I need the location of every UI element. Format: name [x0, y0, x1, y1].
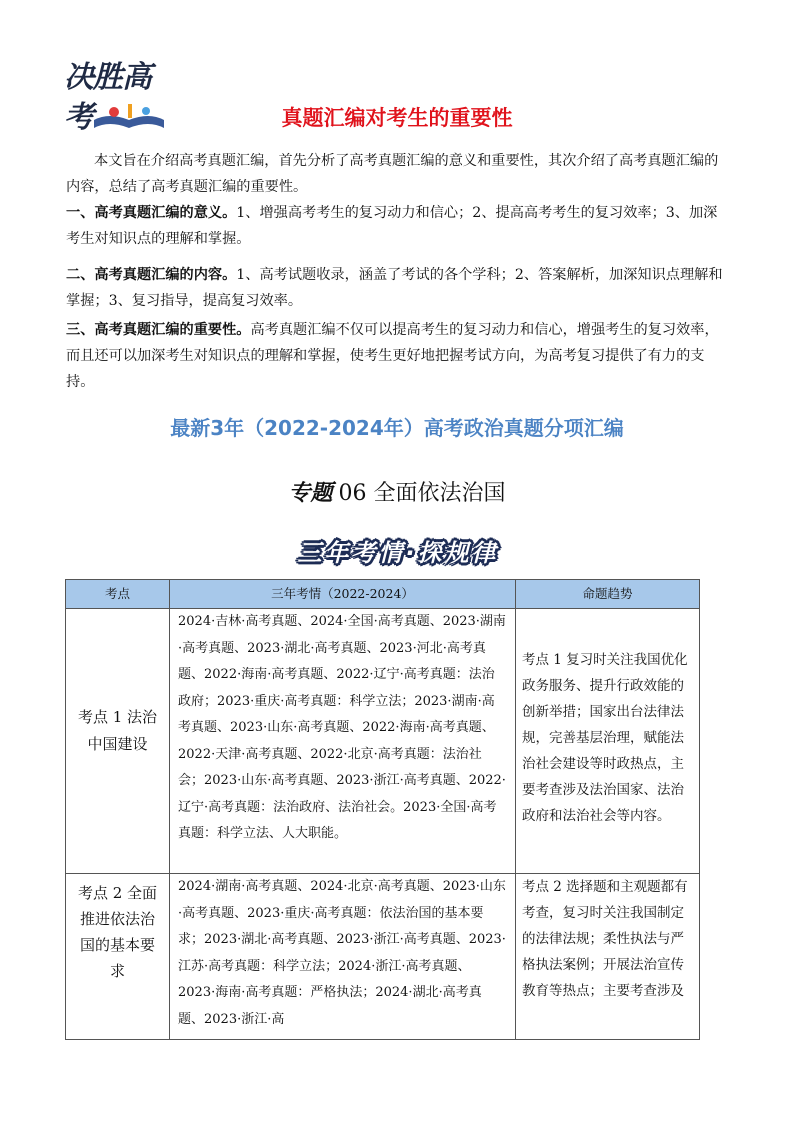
table-header: 命题趋势: [516, 580, 700, 609]
table-row: [66, 874, 700, 1040]
intro-paragraph: 本文旨在介绍高考真题汇编，首先分析了高考真题汇编的意义和重要性，其次介绍了高考真题汇编的内容，总结了高考真题汇编的重要性。: [66, 153, 719, 195]
logo-text: 决胜高考: [64, 60, 151, 135]
exam-point-cell: 考点 2 全面推进依法治国的基本要求: [66, 874, 170, 1040]
table-header-row: [66, 580, 700, 609]
section-banner: 三年考情·探规律: [297, 539, 499, 567]
section-1: [66, 200, 730, 252]
special-topic-title: [0, 476, 794, 507]
section-1-text: 1、增强高考考生的复习动力和信心；2、提高高考考生的复习效率；3、加深考生对知识点的理解和掌握。: [66, 205, 718, 247]
table-header: 考点: [66, 580, 170, 609]
section-2-text: 1、高考试题收录，涵盖了考试的各个学科；2、答案解析，加深知识点理解和掌握；3、复习指导，提高复习效率。: [66, 267, 723, 309]
section-2-heading: 二、高考真题汇编的内容。: [66, 267, 237, 283]
section-3-heading: 三、高考真题汇编的重要性。: [66, 322, 251, 338]
trend-cell: 考点 1 复习时关注我国优化政务服务、提升行政效能的创新举措；国家出台法律法规，完善基层治理，赋能法治社会建设等时政热点，主要考查涉及法治国家、法治政府和法治社会等内容。: [516, 609, 700, 874]
trend-cell: 考点 2 选择题和主观题都有考查，复习时关注我国制定的法律法规；柔性执法与严格执法案例；开展法治宣传教育等热点；主要考查涉及: [516, 874, 700, 1040]
exam-point-cell: 考点 1 法治中国建设: [66, 609, 170, 874]
table-header: 三年考情（2022-2024）: [170, 580, 516, 609]
section-3-text: 高考真题汇编不仅可以提高考生的复习动力和信心，增强考生的复习效率，而且还可以加深考生对知识点的理解和掌握，使考生更好地把握考试方向，为高考复习提供了有力的支持。: [66, 322, 719, 390]
exam-years-cell: 2024·湖南·高考真题、2024·北京·高考真题、2023·山东·高考真题、2023·重庆·高考真题：依法治国的基本要求；2023·湖北·高考真题、2023·浙江·高考真题、2023·江苏·高考真题：科学立法；2024·浙江·高考真题、2023·海南·高考真题：严格执法；2024·湖北·高考真题、2023·浙江·高: [170, 874, 516, 1040]
exam-years-cell: 2024·吉林·高考真题、2024·全国·高考真题、2023·湖南·高考真题、2023·湖北·高考真题、2023·河北·高考真题、2022·海南·高考真题、2022·辽宁·高考真题：法治政府；2023·重庆·高考真题：科学立法；2023·湖南·高考真题、2023·山东·高考真题、2022·海南·高考真题、2022·天津·高考真题、2022·北京·高考真题：法治社会；2023·山东·高考真题、2023·浙江·高考真题、2022·辽宁·高考真题：法治政府、法治社会。2023·全国·高考真题：科学立法、人大职能。: [170, 609, 516, 874]
section-3: [66, 317, 730, 395]
table-row: [66, 609, 700, 874]
page-title: 真题汇编对考生的重要性: [281, 106, 513, 130]
exam-analysis-table: [65, 579, 700, 1040]
special-text: 06 全面依法治国: [338, 481, 506, 506]
collection-title: 最新3年（2022-2024年）高考政治真题分项汇编: [170, 416, 624, 440]
section-2: [66, 262, 730, 314]
special-tag: 专题: [288, 480, 333, 506]
section-1-heading: 一、高考真题汇编的意义。: [66, 205, 237, 221]
